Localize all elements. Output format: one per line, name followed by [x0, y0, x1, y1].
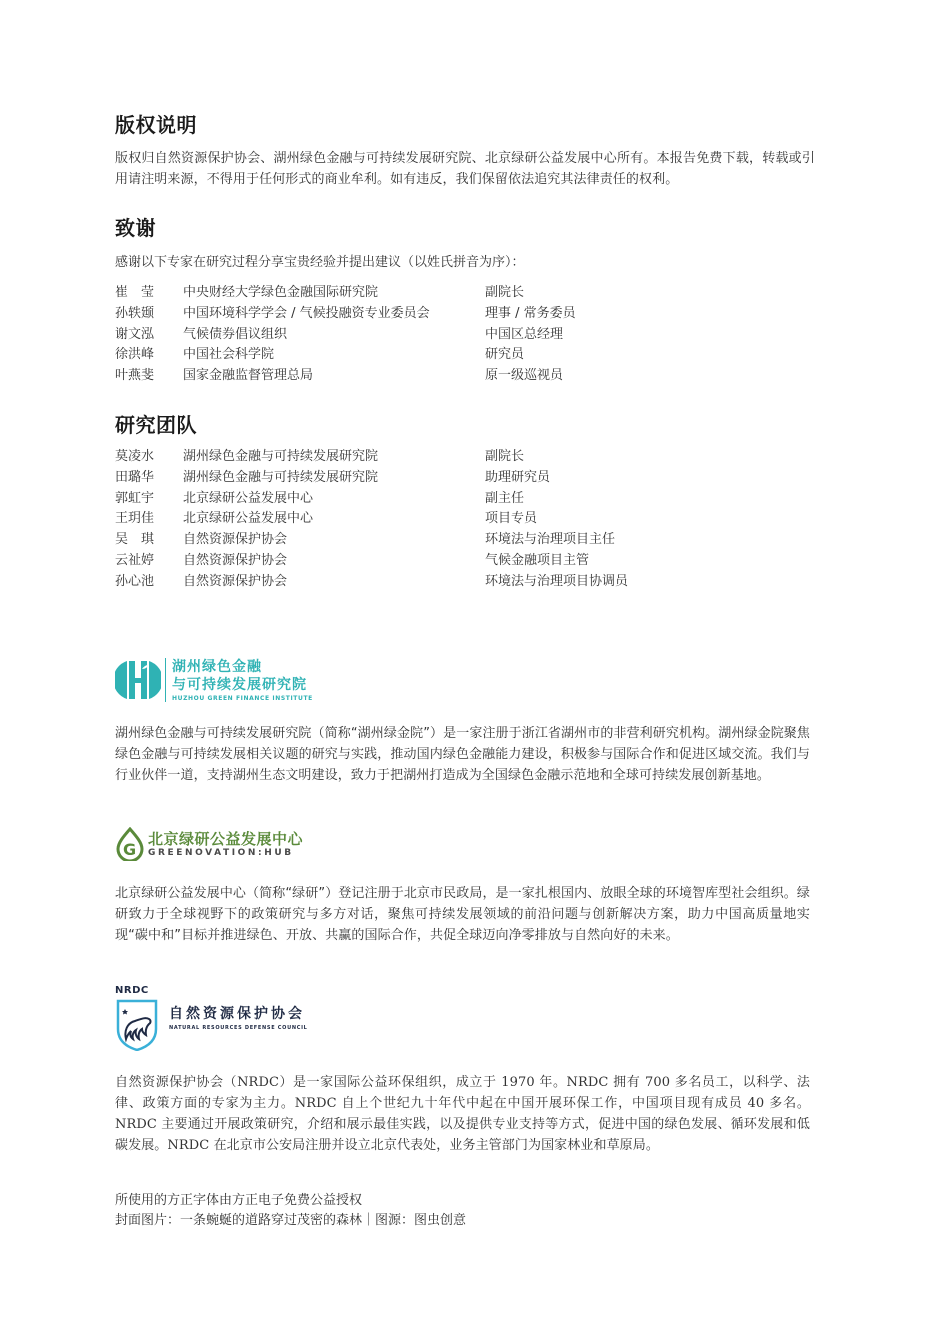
- member-title: 副主任: [485, 490, 525, 506]
- expert-name: 孙轶颋: [115, 305, 155, 321]
- member-name: 孙心池: [115, 573, 155, 589]
- expert-org: 中国社会科学院: [183, 347, 275, 363]
- member-name: 王玥佳: [115, 511, 155, 527]
- team-row: [115, 572, 815, 593]
- acknowledgement-intro: 感谢以下专家在研究过程分享宝贵经验并提出建议（以姓氏拼音为序）：: [115, 255, 525, 270]
- member-title: 项目专员: [485, 511, 538, 527]
- member-title: 副院长: [485, 449, 525, 464]
- member-title: 环境法与治理项目协调员: [485, 573, 629, 589]
- expert-title: 中国区总经理: [485, 326, 564, 342]
- member-org: 湖州绿色金融与可持续发展研究院: [183, 469, 379, 485]
- member-name: 田璐华: [115, 469, 155, 485]
- expert-title: 原一级巡视员: [485, 368, 564, 384]
- nrdc-logo-en: NATURAL RESOURCES DEFENSE COUNCIL: [169, 1025, 308, 1031]
- member-org: 自然资源保护协会: [183, 573, 288, 589]
- team-row: [115, 530, 815, 551]
- expert-org: 中国环境科学学会 / 气候投融资专业委员会: [183, 305, 430, 321]
- member-org: 自然资源保护协会: [183, 552, 288, 568]
- expert-row: [115, 366, 815, 387]
- team-row: [115, 447, 815, 468]
- team-row: [115, 551, 815, 572]
- nrdc-logo-cn: 自然资源保护协会: [169, 1006, 305, 1022]
- team-row: [115, 468, 815, 489]
- expert-name: 谢文泓: [115, 326, 155, 342]
- huzhou-description: 湖州绿色金融与可持续发展研究院（简称“湖州绿金院”）是一家注册于浙江省湖州市的非营利研究机构。湖州绿金院聚焦绿色金融与可持续发展相关议题的研究与实践，推动国内绿色金融能力建设，积极参与国际合作和促进区域交流。我们与行业伙伴一道，支持湖州生态文明建设，致力于把湖州打造成为全国绿色金融示范地和全球可持续发展创新基地。: [115, 726, 810, 783]
- nrdc-logo: [115, 985, 308, 1055]
- nrdc-description: 自然资源保护协会（NRDC）是一家国际公益环保组织，成立于 1970 年。NRDC 拥有 700 多名员工，以科学、法律、政策方面的专家为主力。NRDC 自上个世纪九十年代中起在中国开展环保工作，中国项目现有成员 40 多名。NRDC 主要通过开展政策研究，介绍和展示最佳实践，以及提供专业支持等方式，促进中国的绿色发展、循环发展和低碳发展。NRDC 在北京市公安局注册并设立北京代表处，业务主管部门为国家林业和草原局。: [115, 1075, 810, 1153]
- expert-name: 徐洪峰: [115, 347, 155, 363]
- expert-org: 气候债券倡议组织: [183, 326, 288, 342]
- greenovation-logo-cn: 北京绿研公益发展中心: [148, 829, 304, 848]
- greenovation-description: 北京绿研公益发展中心（简称“绿研”）登记注册于北京市民政局，是一家扎根国内、放眼全球的环境智库型社会组织。绿研致力于全球视野下的政策研究与多方对话，聚焦可持续发展领域的前沿问题与创新解决方案，助力中国高质量地实现“碳中和”目标并推进绿色、开放、共赢的国际合作，共促全球迈向净零排放与自然向好的未来。: [115, 886, 810, 943]
- member-name: 莫凌水: [115, 449, 155, 464]
- nrdc-mark: [115, 985, 161, 1055]
- expert-name: 崔 莹: [115, 285, 155, 300]
- expert-row: [115, 325, 815, 346]
- huzhou-logo-divider: [165, 658, 166, 702]
- team-section: [115, 412, 815, 593]
- copyright-heading: 版权说明: [115, 113, 197, 137]
- expert-row: [115, 345, 815, 366]
- member-org: 自然资源保护协会: [183, 532, 288, 548]
- expert-title: 研究员: [485, 347, 525, 363]
- greenovation-logo: [115, 825, 303, 863]
- member-title: 环境法与治理项目主任: [485, 532, 616, 548]
- huzhou-logo: [115, 655, 313, 705]
- member-org: 北京绿研公益发展中心: [183, 511, 314, 527]
- member-org: 湖州绿色金融与可持续发展研究院: [183, 449, 379, 464]
- expert-org: 国家金融监督管理总局: [183, 368, 314, 384]
- expert-name: 叶燕斐: [115, 368, 155, 384]
- copyright-section: [115, 112, 815, 190]
- member-name: 郭虹宇: [115, 490, 155, 506]
- huzhou-logo-en: HUZHOU GREEN FINANCE INSTITUTE: [172, 694, 313, 702]
- member-name: 云祉婷: [115, 552, 155, 568]
- copyright-body: 版权归自然资源保护协会、湖州绿色金融与可持续发展研究院、北京绿研公益发展中心所有。本报告免费下载，转载或引用请注明来源，不得用于任何形式的商业牟利。如有违反，我们保留依法追究其法律责任的权利。: [115, 151, 815, 187]
- cover-image-note: 封面图片：一条蜿蜒的道路穿过茂密的森林｜图源：图虫创意: [115, 1213, 467, 1228]
- font-license-note: 所使用的方正字体由方正电子免费公益授权: [115, 1193, 363, 1208]
- member-name: 吴 琪: [115, 532, 155, 548]
- nrdc-logo-abbr: NRDC: [115, 985, 149, 996]
- expert-title: 理事 / 常务委员: [485, 305, 576, 321]
- nrdc-logo-text: [169, 1005, 308, 1033]
- expert-row: [115, 283, 815, 304]
- greenovation-drop-icon: [115, 827, 145, 861]
- member-title: 助理研究员: [485, 469, 551, 485]
- expert-title: 副院长: [485, 285, 525, 300]
- experts-list: [115, 283, 815, 387]
- huzhou-logo-text: [172, 658, 313, 703]
- acknowledgement-heading: 致谢: [115, 216, 156, 240]
- team-heading: 研究团队: [115, 413, 197, 437]
- greenovation-logo-text: [148, 830, 303, 859]
- expert-org: 中央财经大学绿色金融国际研究院: [183, 285, 379, 300]
- team-list: [115, 447, 815, 593]
- member-title: 气候金融项目主管: [485, 552, 590, 568]
- team-row: [115, 489, 815, 510]
- expert-row: [115, 304, 815, 325]
- footer-notes: [115, 1191, 815, 1231]
- polar-bear-shield-icon: [115, 999, 159, 1051]
- huzhou-h-icon: [115, 657, 161, 703]
- huzhou-logo-cn-line1: 湖州绿色金融: [172, 658, 262, 675]
- svg-text:G: G: [123, 840, 137, 859]
- huzhou-logo-cn-line2: 与可持续发展研究院: [172, 676, 307, 693]
- team-row: [115, 509, 815, 530]
- greenovation-logo-en: GREENOVATION:HUB: [148, 847, 294, 858]
- acknowledgement-section: [115, 215, 815, 387]
- member-org: 北京绿研公益发展中心: [183, 490, 314, 506]
